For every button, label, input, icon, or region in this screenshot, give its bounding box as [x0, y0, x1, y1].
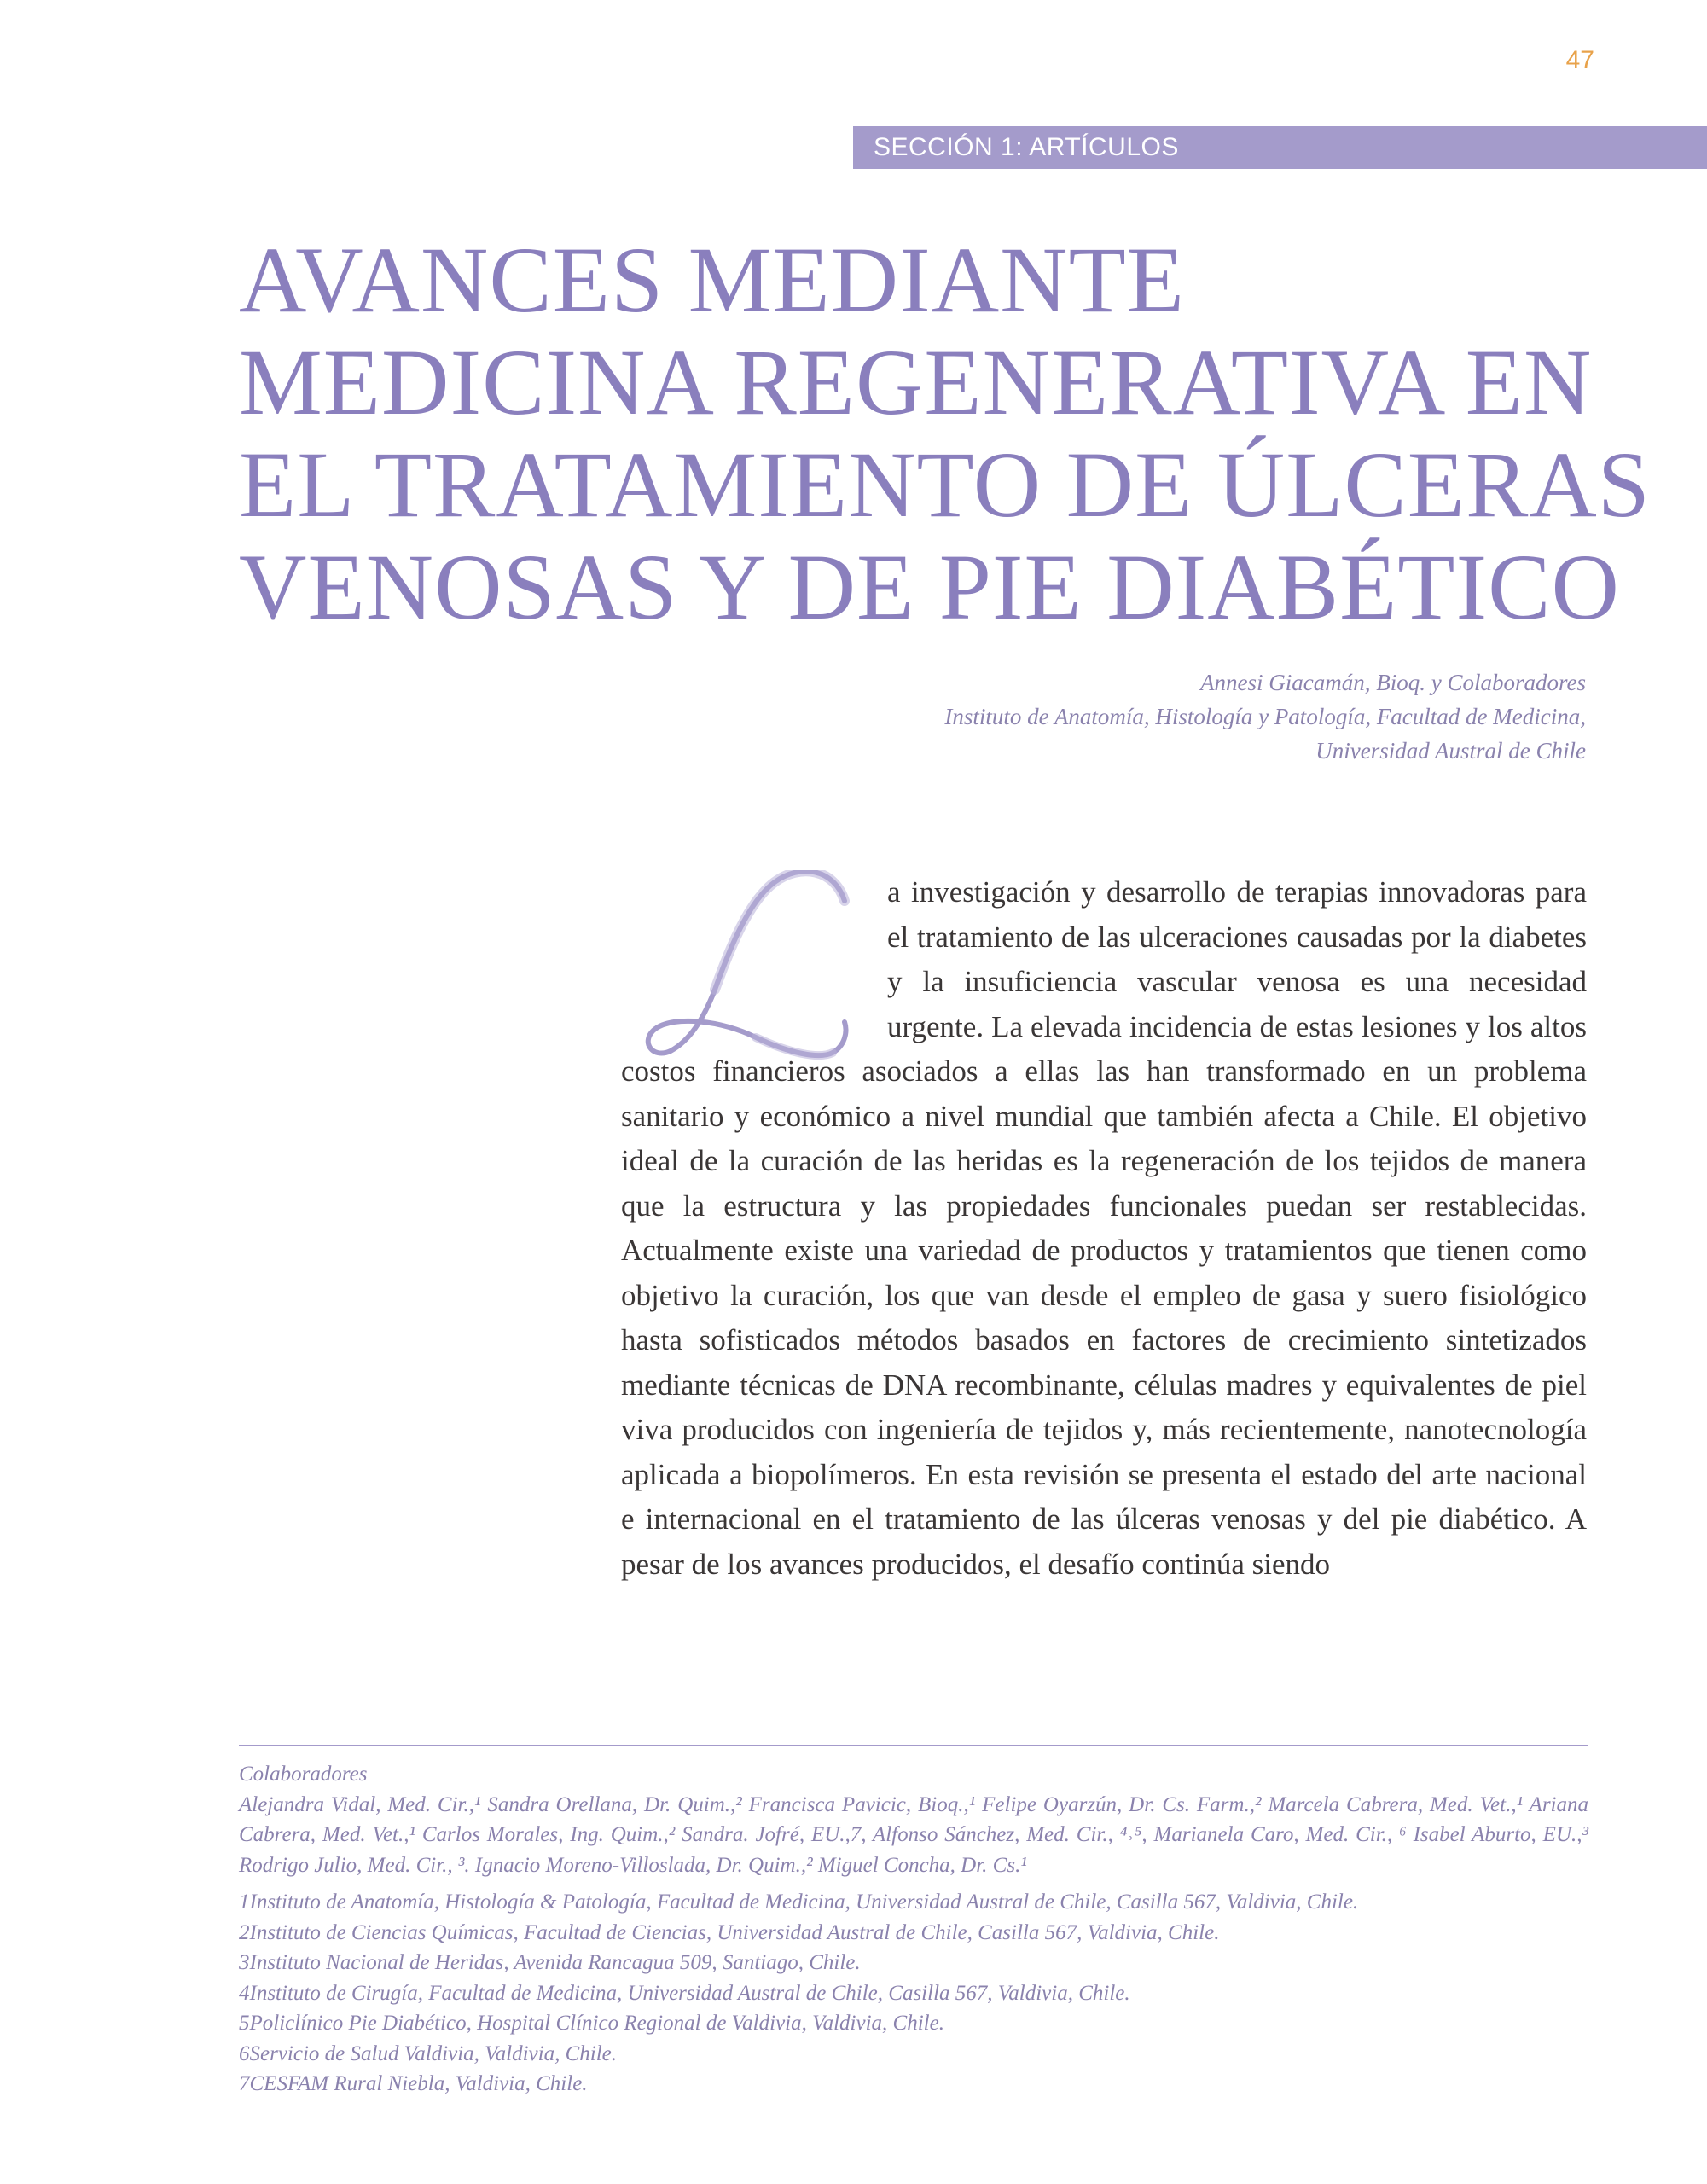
affiliation-item: 1Instituto de Anatomía, Histología & Patología, Facultad de Medicina, Universidad Austral de Chile, Casilla 567, Valdivia, Chile.: [239, 1891, 1359, 1914]
author-affiliation-line-1: Instituto de Anatomía, Histología y Patología, Facultad de Medicina,: [944, 704, 1586, 729]
title-line-4: VENOSAS Y DE PIE DIABÉTICO: [239, 535, 1620, 639]
article-title: [239, 228, 1651, 639]
collaborators-list: Alejandra Vidal, Med. Cir.,¹ Sandra Orellana, Dr. Quim.,² Francisca Pavicic, Bioq.,¹ Felipe Oyarzún, Dr. Cs. Farm.,² Marcela Cabrera, Med. Vet.,¹ Ariana Cabrera, Med. Vet.,¹ Carlos Morales, Ing. Quim.,² Sandra. Jofré, EU.,7, Alfonso Sánchez, Med. Cir., ⁴˒⁵, Marianela Caro, Med. Cir., ⁶ Isabel Aburto, EU.,³ Rodrigo Julio, Med. Cir., ³. Ignacio Moreno-Villoslada, Dr. Quim.,² Miguel Concha, Dr. Cs.¹: [239, 1792, 1588, 1877]
affiliations-list: [239, 1887, 1588, 2100]
page-number: 47: [1565, 46, 1594, 74]
title-line-3: EL TRATAMIENTO DE ÚLCERAS: [239, 433, 1651, 537]
affiliation-item: 5Policlínico Pie Diabético, Hospital Clínico Regional de Valdivia, Valdivia, Chile.: [239, 2012, 944, 2035]
affiliation-item: 4Instituto de Cirugía, Facultad de Medicina, Universidad Austral de Chile, Casilla 567, Valdivia, Chile.: [239, 1981, 1130, 2005]
author-affiliation-line-2: Universidad Austral de Chile: [1315, 738, 1586, 764]
affiliation-item: 6Servicio de Salud Valdivia, Valdivia, Chile.: [239, 2042, 617, 2065]
body-paragraph: a investigación y desarrollo de terapias innovadoras para el tratamiento de las ulceraciones causadas por la diabetes y la insuficiencia vascular venosa es una necesidad urgente. La elevada incidencia de estas lesiones y los altos costos financieros asociados a ellas las han transformado en un problema sanitario y económico a nivel mundial que también afecta a Chile. El objetivo ideal de la curación de las heridas es la regeneración de los tejidos de manera que la estructura y las propiedades funcionales puedan ser restablecidas. Actualmente existe una variedad de productos y tratamientos que tienen como objetivo la curación, los que van desde el empleo de gasa y suero fisiológico hasta sofisticados métodos basados en factores de crecimiento sintetizados mediante técnicas de DNA recombinante, células madres y equivalentes de piel viva producidos con ingeniería de tejidos y, más recientemente, nanotecnología aplicada a biopolímeros. En esta revisión se presenta el estado del arte nacional e internacional en el tratamiento de las úlceras venosas y del pie diabético. A pesar de los avances producidos, el desafío continúa siendo: [621, 875, 1587, 1581]
affiliation-item: 7CESFAM Rural Niebla, Valdivia, Chile.: [239, 2072, 588, 2095]
affiliation-item: 2Instituto de Ciencias Químicas, Facultad de Ciencias, Universidad Austral de Chile, Casilla 567, Valdivia, Chile.: [239, 1920, 1220, 1944]
article-body: [621, 870, 1587, 1587]
title-line-1: AVANCES MEDIANTE: [239, 228, 1185, 332]
collaborators-block: [239, 1759, 1588, 1880]
drop-cap-letter-l: [621, 870, 877, 1049]
footnote-divider: [239, 1745, 1588, 1746]
author-name: Annesi Giacamán, Bioq. y Colaboradores: [1200, 670, 1586, 695]
author-block: [733, 665, 1586, 768]
collaborators-heading: Colaboradores: [239, 1763, 368, 1786]
section-label: SECCIÓN 1: ARTÍCULOS: [853, 126, 1707, 169]
affiliation-item: 3Instituto Nacional de Heridas, Avenida Rancagua 509, Santiago, Chile.: [239, 1951, 861, 1974]
title-line-2: MEDICINA REGENERATIVA EN: [239, 330, 1593, 434]
